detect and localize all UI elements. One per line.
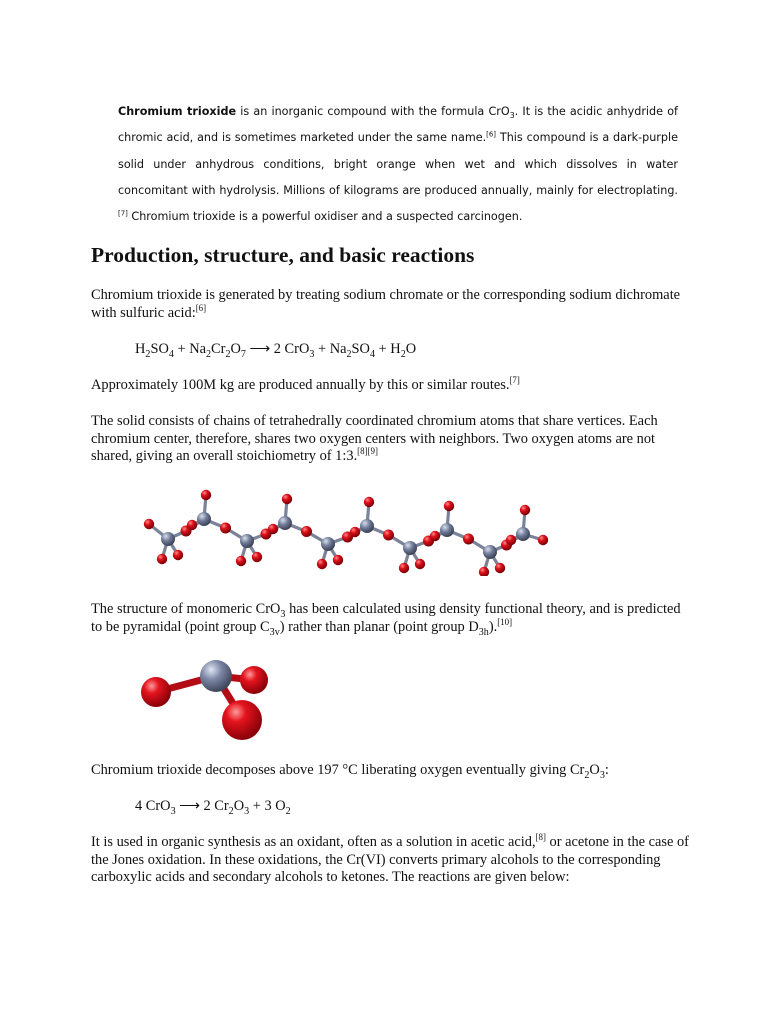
oxygen-atom [240, 666, 268, 694]
cro3-monomer-structure-image [138, 652, 273, 744]
chromium-atom [200, 660, 232, 692]
chromium-atom [321, 537, 335, 551]
chromium-atom [360, 519, 374, 533]
oxygen-atom [520, 505, 530, 515]
intro-bold-term: Chromium trioxide [118, 105, 237, 119]
equation-production: $H_2SO_4 + Na_2Cr_2O_7$ ⟶ 2 $CrO_3 + Na_2SO_4 + H_2O$ [135, 341, 417, 360]
oxygen-atom [187, 520, 197, 530]
oxygen-atom [364, 497, 374, 507]
citation-link[interactable]: [10] [497, 616, 513, 627]
oxygen-atom [236, 556, 246, 566]
oxygen-atom [144, 519, 154, 529]
citation-link[interactable]: [8] [535, 832, 546, 843]
chromium-atom [516, 527, 530, 541]
oxygen-atom [317, 559, 327, 569]
citation-link[interactable]: [7] [509, 375, 520, 386]
structure-paragraph: The solid consists of chains of tetrahedrally coordinated chromium atoms that share vertices. Each chromium center, therefore, shares two oxygen centers with neighbors. Two oxygen atoms are not shared, giving an overall stoichiometry of 1:3.[8][9] [91, 413, 658, 465]
oxygen-atom [282, 494, 292, 504]
chromium-atom [483, 545, 497, 559]
section-heading: Production, structure, and basic reactions [91, 243, 475, 267]
oxygen-atom [220, 523, 231, 534]
citation-link[interactable]: [6] [195, 302, 207, 313]
chromium-atom [197, 512, 211, 526]
oxygen-atom [506, 535, 516, 545]
oxygen-atom [141, 677, 171, 707]
decomposition-paragraph: Chromium trioxide decomposes above 197 °C liberating oxygen eventually giving $Cr_2O_3$: [91, 762, 609, 781]
oxygen-atom [495, 563, 505, 573]
oxygen-atom [268, 524, 278, 534]
oxygen-atom [350, 527, 360, 537]
oxygen-atom [479, 567, 489, 576]
organic-synthesis-paragraph: It is used in organic synthesis as an oxidant, often as a solution in acetic acid,[8] or acetone in the case of the Jones oxidation. In these oxidations, the Cr(VI) converts primary alcohols to the corresponding carboxylic acids and secondary alcohols to ketones. The reactions are given below: [91, 832, 689, 886]
oxygen-atom [415, 559, 425, 569]
monomer-paragraph: The structure of monomeric CrO$_3$ has been calculated using density functional theory, and is predicted to be pyramidal (point group $C_{3v}$) rather than planar (point group $D_{3h}).[10]$ [91, 601, 681, 638]
citation-link[interactable]: [8][9] [357, 446, 378, 457]
annual-production-paragraph: Approximately 100M kg are produced annually by this or similar routes.[7] [91, 375, 520, 393]
chromium-atom [278, 516, 292, 530]
chromium-atom [240, 534, 254, 548]
oxygen-atom [430, 531, 440, 541]
oxygen-atom [333, 555, 343, 565]
chromium-atom [403, 541, 417, 555]
production-paragraph: Chromium trioxide is generated by treating sodium chromate or the corresponding sodium dichromate with sulfuric acid:[6] [91, 287, 681, 321]
oxygen-atom [463, 534, 474, 545]
oxygen-atom [399, 563, 409, 573]
chromium-atom [440, 523, 454, 537]
oxygen-atom [173, 550, 183, 560]
oxygen-atom [201, 490, 211, 500]
oxygen-atom [252, 552, 262, 562]
oxygen-atom [301, 526, 312, 537]
oxygen-atom [444, 501, 454, 511]
intro-paragraph: Chromium trioxide is an inorganic compound with the formula CrO$_3$. It is the acidic anhydride of chromic acid, and is sometimes marketed under the same name.[6] This compound is a dark-purple solid under anhydrous conditions, bright orange when wet and which dissolves in water concomitant with hydrolysis. Millions of kilograms are produced annually, mainly for electroplating.[7] Chromium trioxide is a powerful oxidiser and a suspected carcinogen. [118, 105, 679, 223]
cro3-chain-structure-image [135, 486, 565, 576]
oxygen-atom [538, 535, 548, 545]
oxygen-atom [157, 554, 167, 564]
equation-decomposition: 4 CrO$_3$ ⟶ 2 $Cr_2O_3 + 3$ $O_2$ [135, 798, 291, 817]
oxygen-atom [383, 530, 394, 541]
citation-link[interactable]: [6] [486, 130, 496, 139]
oxygen-atom [222, 700, 262, 740]
chromium-atom [161, 532, 175, 546]
citation-link[interactable]: [7] [118, 209, 128, 218]
